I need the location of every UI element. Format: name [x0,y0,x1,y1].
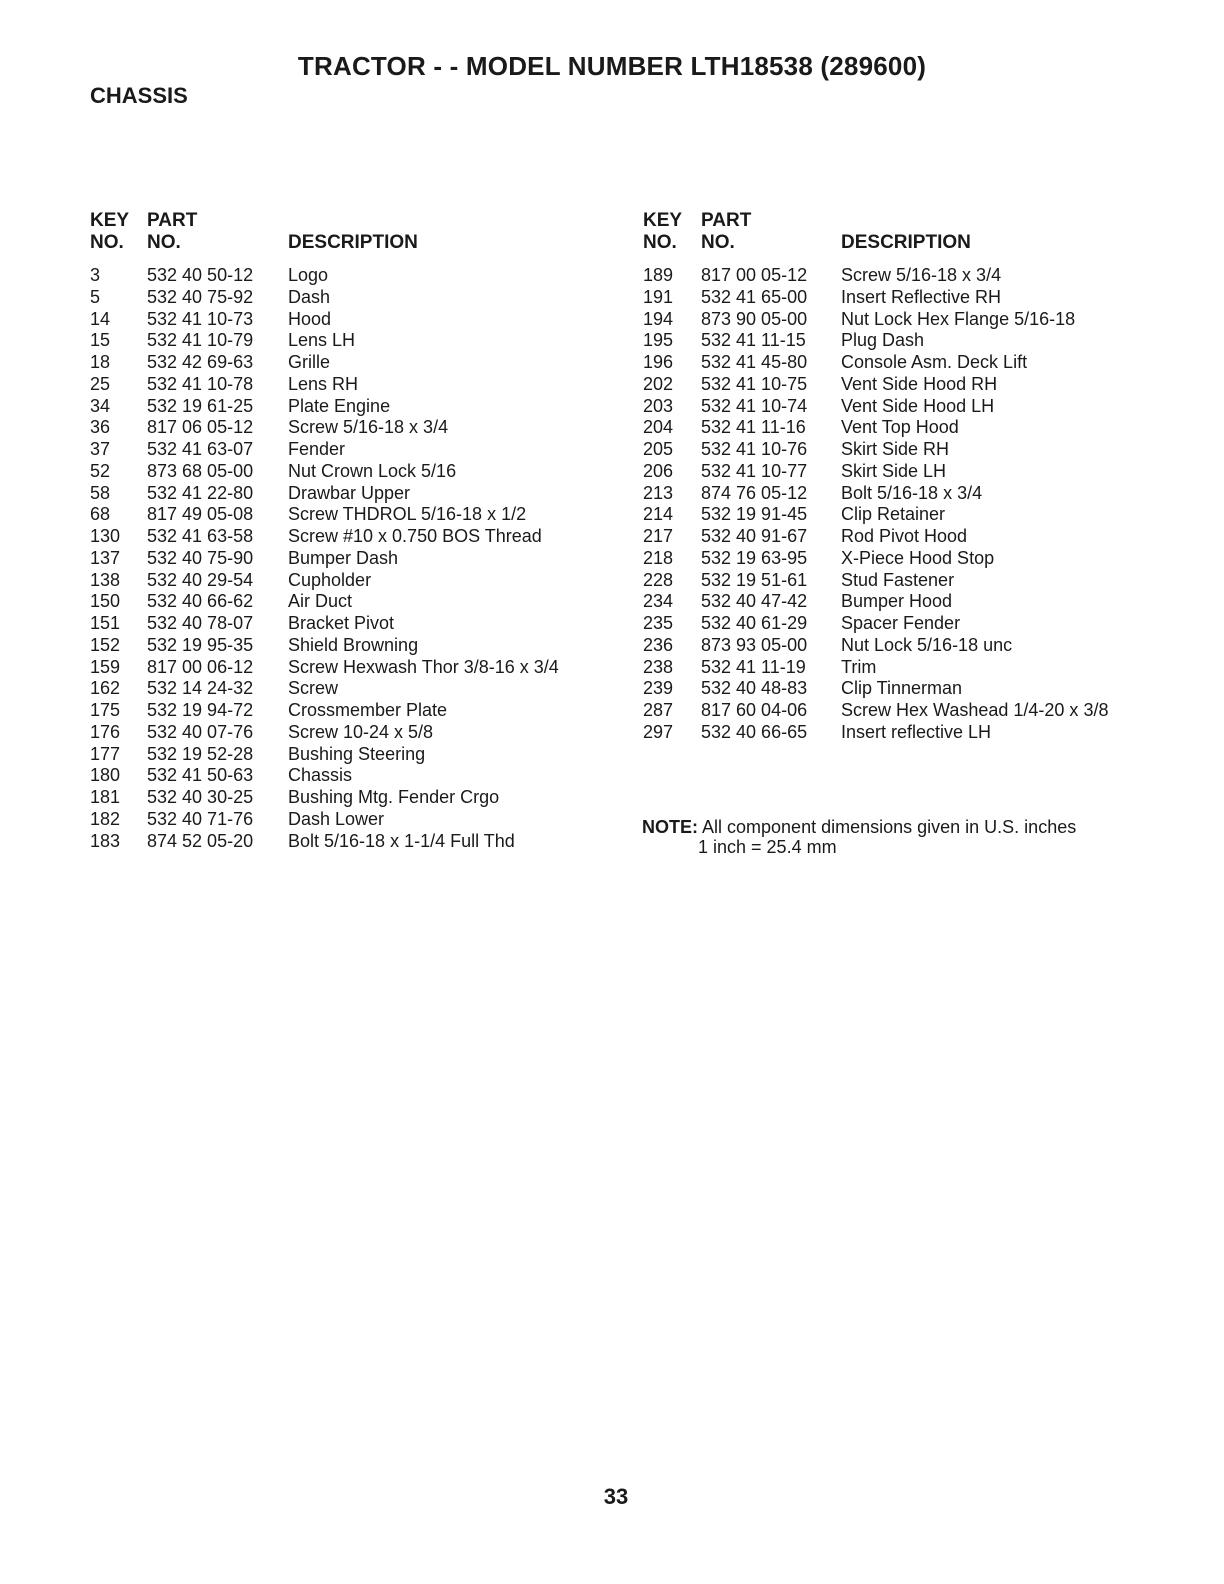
part-description: Screw Hex Washead 1/4-20 x 3/8 [841,700,1109,720]
header-part-line2: NO. [147,232,181,253]
part-number: 817 00 05-12 [701,265,808,285]
key-number: 218 [643,547,674,568]
part-description: Console Asm. Deck Lift [841,352,1028,372]
table-row [643,722,1203,744]
table-row [643,591,1203,613]
key-number: 239 [643,678,674,699]
part-number: 873 68 05-00 [147,460,254,481]
header-key-line1: KEY [643,210,683,231]
key-number: 68 [90,504,111,525]
key-number: 202 [643,373,674,394]
key-number: 36 [90,417,111,438]
table-row [643,396,1203,418]
key-number: 189 [643,265,674,285]
table-row [643,548,1203,570]
part-description: Nut Crown Lock 5/16 [288,460,457,481]
part-description: Lens LH [288,330,356,351]
key-number: 234 [643,591,674,612]
part-description: Spacer Fender [841,613,961,633]
part-number: 532 19 63-95 [701,547,808,568]
part-description: Rod Pivot Hood [841,526,968,546]
part-number: 532 41 22-80 [147,482,254,503]
part-number: 532 40 07-76 [147,721,254,742]
part-description: Bolt 5/16-18 x 3/4 [841,482,983,503]
part-number: 532 19 94-72 [147,700,254,720]
key-number: 130 [90,526,121,546]
table-row [643,526,1203,548]
part-description: Fender [288,439,346,459]
part-description: Vent Top Hood [841,417,959,438]
key-number: 191 [643,286,674,307]
part-number: 532 40 61-29 [701,613,808,633]
part-description: Insert Reflective RH [841,286,1002,307]
table-row [90,526,610,548]
part-description: Skirt Side LH [841,460,947,481]
key-number: 25 [90,373,111,394]
part-description: Bumper Dash [288,547,399,568]
section-title: CHASSIS [90,83,188,108]
key-number: 34 [90,395,111,416]
part-number: 532 14 24-32 [147,678,254,699]
key-number: 238 [643,656,674,677]
part-description: Nut Lock Hex Flange 5/16-18 [841,308,1076,329]
parts-table-right [643,210,1203,744]
part-description: Vent Side Hood RH [841,373,998,394]
key-number: 151 [90,613,121,633]
part-number: 532 19 52-28 [147,743,254,764]
table-row [643,700,1203,722]
note-label: NOTE: [642,817,698,837]
part-description: Screw 10-24 x 5/8 [288,721,434,742]
part-description: Shield Browning [288,634,419,655]
part-number: 817 60 04-06 [701,700,808,720]
key-number: 181 [90,787,121,807]
part-number: 532 19 95-35 [147,634,254,655]
part-number: 532 41 63-07 [147,439,254,459]
part-description: Hood [288,308,332,329]
table-row [90,548,610,570]
header-key-line1: KEY [90,210,130,231]
part-description: Bushing Steering [288,743,426,764]
table-row [643,678,1203,700]
table-row [643,461,1203,483]
table-row [90,309,610,331]
table-row [90,831,610,853]
key-number: 150 [90,591,121,612]
part-number: 532 41 11-16 [701,417,806,438]
table-row [90,570,610,592]
table-row [643,330,1203,352]
part-number: 532 40 66-65 [701,721,808,742]
part-description: Screw 5/16-18 x 3/4 [288,417,449,438]
part-number: 532 40 66-62 [147,591,254,612]
key-number: 137 [90,547,121,568]
part-description: Trim [841,656,877,677]
table-row [90,657,610,679]
part-description: Clip Retainer [841,504,946,525]
part-number: 532 41 10-74 [701,395,808,416]
key-number: 196 [643,352,674,372]
part-description: Drawbar Upper [288,482,411,503]
key-number: 183 [90,830,121,851]
part-description: Screw 5/16-18 x 3/4 [841,265,1002,285]
table-row [90,504,610,526]
part-description: Logo [288,265,329,285]
part-number: 532 40 78-07 [147,613,254,633]
part-number: 532 40 91-67 [701,526,808,546]
table-row [643,439,1203,461]
table-row [643,613,1203,635]
table-row [90,722,610,744]
part-description: Dash [288,286,331,307]
key-number: 52 [90,460,111,481]
header-part-line1: PART [701,210,752,231]
part-number: 874 52 05-20 [147,830,254,851]
key-number: 297 [643,721,674,742]
part-description: Nut Lock 5/16-18 unc [841,634,1013,655]
parts-table-left [90,210,610,852]
part-description: Grille [288,352,331,372]
table-row [90,591,610,613]
table-row [90,809,610,831]
part-number: 532 41 10-75 [701,373,808,394]
part-number: 532 41 10-76 [701,439,808,459]
table-row [643,570,1203,592]
key-number: 228 [643,569,674,590]
page-title: TRACTOR - - MODEL NUMBER LTH18538 (289600) [297,51,927,81]
table-row [90,461,610,483]
part-number: 532 40 75-90 [147,547,254,568]
key-number: 205 [643,439,674,459]
part-number: 532 41 11-15 [701,330,806,351]
table-row [643,287,1203,309]
parts-rows-left [90,265,610,852]
table-row [90,787,610,809]
table-row [643,504,1203,526]
table-row [90,417,610,439]
part-description: Vent Side Hood LH [841,395,995,416]
table-row [643,265,1203,287]
note-text: All component dimensions given in U.S. inches [702,817,1077,837]
part-description: Chassis [288,765,353,786]
table-row [643,657,1203,679]
table-row [643,309,1203,331]
table-row [90,483,610,505]
part-description: X-Piece Hood Stop [841,547,995,568]
table-row [643,374,1203,396]
key-number: 287 [643,700,674,720]
key-number: 204 [643,417,674,438]
dimensions-note [642,817,1076,857]
part-number: 532 41 50-63 [147,765,254,786]
part-number: 532 40 29-54 [147,569,254,590]
table-header [643,210,1203,262]
table-row [90,678,610,700]
part-description: Screw THDROL 5/16-18 x 1/2 [288,504,527,525]
part-number: 532 40 75-92 [147,286,254,307]
key-number: 58 [90,482,111,503]
part-number: 874 76 05-12 [701,482,808,503]
key-number: 3 [90,265,101,285]
part-description: Dash Lower [288,808,385,829]
key-number: 213 [643,482,674,503]
part-description: Air Duct [288,591,353,612]
part-number: 532 19 61-25 [147,395,254,416]
part-description: Stud Fastener [841,569,955,590]
key-number: 37 [90,439,111,459]
table-row [643,483,1203,505]
part-description: Skirt Side RH [841,439,950,459]
part-number: 817 49 05-08 [147,504,254,525]
part-number: 532 41 10-77 [701,460,808,481]
part-description: Screw [288,678,339,699]
part-number: 532 41 65-00 [701,286,808,307]
part-number: 532 41 11-19 [701,656,806,677]
part-number: 532 41 10-73 [147,308,254,329]
header-description: DESCRIPTION [288,232,418,253]
key-number: 194 [643,308,674,329]
key-number: 235 [643,613,674,633]
key-number: 206 [643,460,674,481]
table-row [90,265,610,287]
key-number: 214 [643,504,674,525]
key-number: 236 [643,634,674,655]
part-description: Plug Dash [841,330,925,351]
table-header [90,210,610,262]
part-number: 532 41 10-78 [147,373,254,394]
part-description: Screw #10 x 0.750 BOS Thread [288,526,542,546]
header-key-line2: NO. [643,232,677,253]
key-number: 162 [90,678,121,699]
table-row [90,374,610,396]
table-row [90,396,610,418]
table-row [90,613,610,635]
part-number: 532 40 47-42 [701,591,808,612]
key-number: 18 [90,352,111,372]
part-number: 873 90 05-00 [701,308,808,329]
part-description: Bushing Mtg. Fender Crgo [288,787,500,807]
part-number: 532 41 63-58 [147,526,254,546]
part-description: Screw Hexwash Thor 3/8-16 x 3/4 [288,656,559,677]
table-row [90,352,610,374]
key-number: 138 [90,569,121,590]
table-row [90,744,610,766]
table-row [90,439,610,461]
key-number: 217 [643,526,674,546]
part-description: Bolt 5/16-18 x 1-1/4 Full Thd [288,830,515,851]
part-description: Plate Engine [288,395,391,416]
key-number: 175 [90,700,121,720]
part-number: 532 19 51-61 [701,569,808,590]
part-number: 817 00 06-12 [147,656,254,677]
table-row [643,352,1203,374]
part-description: Lens RH [288,373,359,394]
key-number: 14 [90,308,111,329]
part-number: 817 06 05-12 [147,417,254,438]
note-conversion: 1 inch = 25.4 mm [698,837,837,857]
header-part-line1: PART [147,210,198,231]
key-number: 177 [90,743,121,764]
key-number: 159 [90,656,121,677]
key-number: 152 [90,634,121,655]
parts-rows-right [643,265,1203,744]
part-description: Insert reflective LH [841,721,992,742]
part-number: 532 41 45-80 [701,352,808,372]
part-number: 532 19 91-45 [701,504,808,525]
part-number: 532 42 69-63 [147,352,254,372]
header-part-line2: NO. [701,232,735,253]
table-row [90,287,610,309]
part-description: Crossmember Plate [288,700,448,720]
key-number: 182 [90,808,121,829]
part-description: Bracket Pivot [288,613,395,633]
part-number: 532 41 10-79 [147,330,254,351]
header-description: DESCRIPTION [841,232,971,253]
table-row [90,700,610,722]
page-number: 33 [603,1484,629,1509]
part-description: Cupholder [288,569,372,590]
table-row [90,330,610,352]
part-number: 873 93 05-00 [701,634,808,655]
key-number: 180 [90,765,121,786]
part-description: Clip Tinnerman [841,678,963,699]
table-row [90,635,610,657]
table-row [643,635,1203,657]
note-line [642,817,1076,837]
part-description: Bumper Hood [841,591,953,612]
part-number: 532 40 71-76 [147,808,254,829]
part-number: 532 40 50-12 [147,265,254,285]
table-row [643,417,1203,439]
key-number: 195 [643,330,674,351]
key-number: 15 [90,330,111,351]
key-number: 176 [90,721,121,742]
key-number: 203 [643,395,674,416]
part-number: 532 40 48-83 [701,678,808,699]
part-number: 532 40 30-25 [147,787,254,807]
header-key-line2: NO. [90,232,124,253]
table-row [90,765,610,787]
key-number: 5 [90,286,101,307]
